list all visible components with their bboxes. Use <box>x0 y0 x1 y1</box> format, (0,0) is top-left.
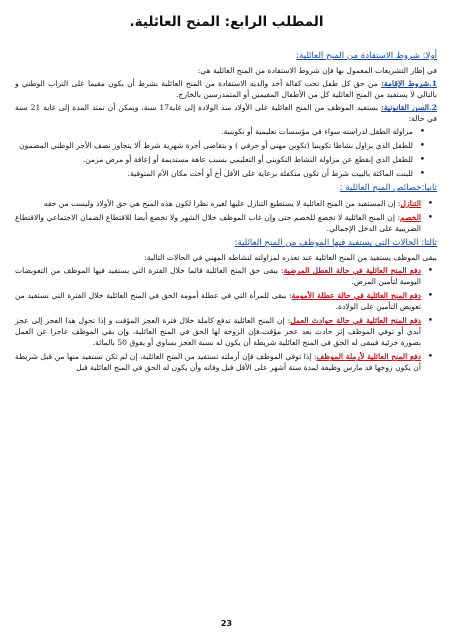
deduction-text: : إن المنح العائلية لا تخضع للخصم حتى وإن غاب الموظف خلال الشهر ولا تخضع أيضا للاقتطاع الضمان الاجتماعي والاقتطاع الضريبية على الدخل الإجمالي. <box>15 212 421 233</box>
list-item <box>15 315 437 348</box>
section-1-heading: أولا: شروط الاستفادة من المنح العائلية: <box>296 51 437 61</box>
work-accident-label: دفع المنح العائلية في حالة حوادث العمل <box>290 316 421 326</box>
list-item <box>15 290 437 312</box>
deduction-label: الخصم <box>400 212 421 222</box>
list-item: • مزاولة الطفل لدراسته سواء في مؤسسات تعليمية أو تكوينية. <box>15 126 437 137</box>
list-item <box>15 198 437 209</box>
characteristics-list <box>15 198 437 234</box>
list-item <box>15 212 437 234</box>
sick-leave-label: دفع المنح العائلية في حالة العطل المرضية <box>283 266 421 276</box>
waiver-label: التنازل <box>400 198 421 208</box>
list-item <box>15 265 437 287</box>
age-extension-list <box>15 126 437 179</box>
legal-age-condition <box>15 102 437 124</box>
widow-label: دفع المنح العائلية لأرملة الموظف <box>316 352 421 362</box>
list-item: • للطفل الذي إنقطع عن مزاولة النشاط التكويني أو التعليمي بسبب عاهة مستديمة أو إعاقة أو مرض مزمن. <box>15 154 437 165</box>
list-item <box>15 351 437 373</box>
residence-condition <box>15 78 437 100</box>
waiver-text: : إن المستفيد من المنح العائلية لا يستطيع التنازل عليها لغيره نظرا لكون هذه المنح هي حق الأولاد وليست من حقه <box>43 198 401 208</box>
work-accident-text: : إن المنح العائلية تدفع كاملة خلال فترة العجز المؤقت و إذا تحول هذا العجز إلى عجز أبدي أو توفي الموظف إثر حادث بعد عجز مؤقت،فإن الزوجة لها الحق في المنح العائلية، وإن بقي الموظف عاجزا عن العمل بصورة جزئية فيبقى له الحق في المنح العائلية شريطة أن يكون له نسبة العجز يساوي أو يفوق 50 بالمائة. <box>15 316 421 348</box>
list-item: • للبنت الماكثة بالبيت شرط أن تكون متكفلة برعاية على الأقل أخ أو أخت مكان الأم المتوفية. <box>15 168 437 179</box>
page-number: 23 <box>220 619 233 628</box>
page-content <box>15 48 437 376</box>
legal-age-condition-text: يستفيد الموظف من المنح العائلية على الأولاد منذ الولادة إلى غاية17 سنة، ويمكن أن تمتد المدة إلى غاية 21 سنة في حالة: <box>15 103 437 124</box>
sick-leave-text: : يبقى حق المنح العائلية قائما خلال الفترة التي يستفيد فيها الموظف من التعويضات اليومية لتأمين المرض. <box>15 266 421 287</box>
section-1-intro: في إطار التشريعات المعمول بها فإن شروط الاستفادة من المنح العائلية هي: <box>197 66 437 76</box>
widow-text: : إذا توفي الموظف فإن أرملته تستفيد من المنح العائلية، إن لم تكن تستفيد منها من قبل شريطة أن يكون زوجها قد مارس وظيفة لمدة ستة أشهر على الأقل قبل وفاته وأن يكون له الحق في المنح العائلية قبل <box>15 352 421 373</box>
maternity-leave-label: دفع المنح العائلية في حالة عطلة الأمومة <box>291 291 421 301</box>
list-item: • للطفل الذي يزاول نشاطا تكوينيا (تكوين مهني أو حرفي ) و يتقاضى أجرة شهرية شرط ألا يتجاوز نصف الأجر الوطني المضمون <box>15 140 437 151</box>
cases-list <box>15 265 437 373</box>
residence-condition-text: من حق كل طفل تحت كفالة أحد والديه الاستفادة من المنح العائلية بشرط أن يكون مقيما على التراب الوطني و بالتالي لا يستفيد من المنح العائلية كل من الأطفال المقيمين أو المتمدرسين بالخارج. <box>15 79 437 100</box>
section-3-intro: يبقى الموظف يستفيد من المنح العائلية عند تعذره لمزاولته لنشاطه المهني في الحالات التالية: <box>144 253 437 263</box>
page-title: المطلب الرابع: المنح العائلية. <box>129 14 324 30</box>
maternity-leave-text: : يبقى للمرأة التي في عطلة أمومة الحق في المنح العائلية خلال الفترة التي تستفيد من تعويض التأمين على الولادة. <box>15 291 421 312</box>
residence-condition-label: 1.شروط الإقامة: <box>381 79 437 89</box>
section-2-heading: ثانيا:خصائص المنح العائلية : <box>339 183 437 194</box>
legal-age-condition-label: 2.السن القانونية: <box>381 103 437 113</box>
section-3-heading: ثالثا: الحالات التي يستفيد فيها الموظف من المنح العائلية: <box>234 237 437 248</box>
